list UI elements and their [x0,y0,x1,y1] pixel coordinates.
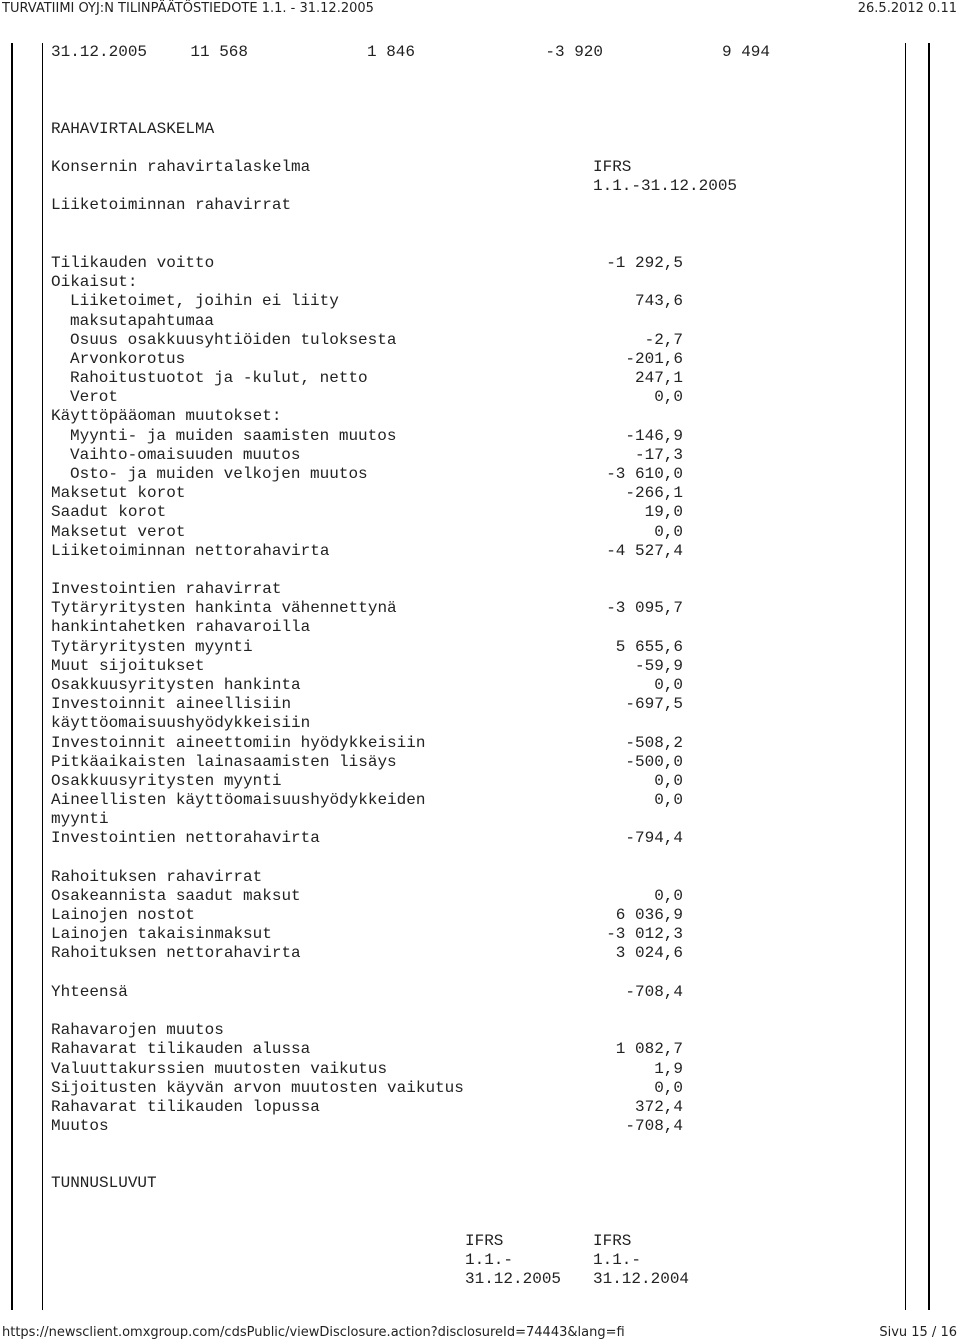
tunnusluvut-col2-p1: 1.1.- [593,1251,642,1269]
row-value: -146,9 [625,427,683,445]
footer-url: https://newsclient.omxgroup.com/cdsPublic/viewDisclosure.action?disclosureId=74443&lang=fi [2,1325,625,1340]
top-row-value-3: -3 920 [545,43,603,61]
row-label: käyttöomaisuushyödykkeisiin [51,714,311,732]
row-value: -266,1 [625,484,683,502]
row-label: Arvonkorotus [70,350,186,368]
row-value: -794,4 [625,829,683,847]
left-border-line-inner [42,43,43,1310]
top-row-date: 31.12.2005 [51,43,148,61]
top-row-value-2: 1 846 [366,43,415,61]
row-label: Valuuttakurssien muutosten vaikutus [51,1060,388,1078]
page-header [0,0,960,17]
row-label: maksutapahtumaa [70,312,215,330]
row-value: 0,0 [654,791,683,809]
row-label: Rahoituksen nettorahavirta [51,944,301,962]
row-value: -500,0 [625,753,683,771]
left-border-line-outer [11,43,13,1310]
section-operating: Liiketoiminnan rahavirrat [51,196,292,214]
row-value: 0,0 [654,772,683,790]
right-border-line-outer [928,43,930,1310]
row-label: Investointien rahavirrat [51,580,282,598]
row-label: Oikaisut: [51,273,138,291]
row-value: 1 082,7 [615,1040,683,1058]
row-label: Osakkuusyritysten myynti [51,772,282,790]
row-value: 0,0 [654,676,683,694]
row-value: 19,0 [644,503,683,521]
row-label: Muutos [51,1117,109,1135]
row-value: -1 292,5 [606,254,683,272]
row-label: Tytäryritysten hankinta vähennettynä [51,599,397,617]
row-value: 5 655,6 [615,638,683,656]
header-datetime: 26.5.2012 0.11 [857,1,957,16]
row-label: Käyttöpääoman muutokset: [51,407,282,425]
row-label: Yhteensä [51,983,128,1001]
row-label: Investointien nettorahavirta [51,829,320,847]
row-value: -708,4 [625,1117,683,1135]
row-value: 0,0 [654,523,683,541]
row-label: Osakkuusyritysten hankinta [51,676,301,694]
right-border-line-inner [905,43,906,1310]
row-label: Sijoitusten käyvän arvon muutosten vaikutus [51,1079,464,1097]
row-value: -3 610,0 [606,465,683,483]
row-value: 372,4 [634,1098,683,1116]
row-label: Rahoitustuotot ja -kulut, netto [70,369,368,387]
row-value: -708,4 [625,983,683,1001]
row-label: Liiketoiminnan nettorahavirta [51,542,330,560]
row-label: Liiketoimet, joihin ei liity [70,292,339,310]
subheading-konsernin: Konsernin rahavirtalaskelma [51,158,311,176]
row-value: 0,0 [654,1079,683,1097]
page-footer [0,1323,960,1341]
tunnusluvut-col2-p2: 31.12.2004 [593,1270,690,1288]
top-row-value-1: 11 568 [190,43,248,61]
row-label: Myynti- ja muiden saamisten muutos [70,427,397,445]
row-label: myynti [51,810,109,828]
row-value: -4 527,4 [606,542,683,560]
tunnusluvut-col1-p2: 31.12.2005 [465,1270,562,1288]
row-label: Tilikauden voitto [51,254,215,272]
row-value: -2,7 [644,331,683,349]
row-value: 3 024,6 [615,944,683,962]
row-value: 247,1 [634,369,683,387]
row-value: -201,6 [625,350,683,368]
row-label: Osto- ja muiden velkojen muutos [70,465,368,483]
row-label: Saadut korot [51,503,167,521]
tunnusluvut-col1-p1: 1.1.- [465,1251,514,1269]
footer-page-number: Sivu 15 / 16 [879,1325,957,1340]
row-label: Osuus osakkuusyhtiöiden tuloksesta [70,331,397,349]
tunnusluvut-col2-std: IFRS [593,1232,632,1250]
row-label: Verot [70,388,119,406]
tunnusluvut-title: TUNNUSLUVUT [51,1174,157,1192]
row-label: Lainojen nostot [51,906,196,924]
top-row-value-4: 9 494 [721,43,770,61]
row-label: hankintahetken rahavaroilla [51,618,311,636]
row-value: 743,6 [634,292,683,310]
row-value: -508,2 [625,734,683,752]
row-label: Maksetut korot [51,484,186,502]
row-label: Tytäryritysten myynti [51,638,253,656]
row-label: Rahavarat tilikauden alussa [51,1040,311,1058]
row-label: Osakeannista saadut maksut [51,887,301,905]
row-label: Vaihto-omaisuuden muutos [70,446,301,464]
row-label: Rahoituksen rahavirrat [51,868,263,886]
row-label: Lainojen takaisinmaksut [51,925,272,943]
row-value: 1,9 [654,1060,683,1078]
column-standard: IFRS [593,158,632,176]
row-label: Muut sijoitukset [51,657,205,675]
row-label: Rahavarat tilikauden lopussa [51,1098,320,1116]
row-label: Pitkäaikaisten lainasaamisten lisäys [51,753,397,771]
row-value: -59,9 [634,657,683,675]
row-value: 6 036,9 [615,906,683,924]
row-label: Maksetut verot [51,523,186,541]
row-value: 0,0 [654,388,683,406]
row-value: 0,0 [654,887,683,905]
row-value: -697,5 [625,695,683,713]
row-value: -17,3 [634,446,683,464]
heading-rahavirtalaskelma: RAHAVIRTALASKELMA [51,120,215,138]
header-title: TURVATIIMI OYJ:N TILINPÄÄTÖSTIEDOTE 1.1. - 31.12.2005 [2,1,374,16]
row-label: Aineellisten käyttöomaisuushyödykkeiden [51,791,426,809]
row-label: Rahavarojen muutos [51,1021,224,1039]
tunnusluvut-col1-std: IFRS [465,1232,504,1250]
row-label: Investoinnit aineettomiin hyödykkeisiin [51,734,426,752]
row-label: Investoinnit aineellisiin [51,695,292,713]
row-value: -3 095,7 [606,599,683,617]
row-value: -3 012,3 [606,925,683,943]
column-period: 1.1.-31.12.2005 [593,177,738,195]
